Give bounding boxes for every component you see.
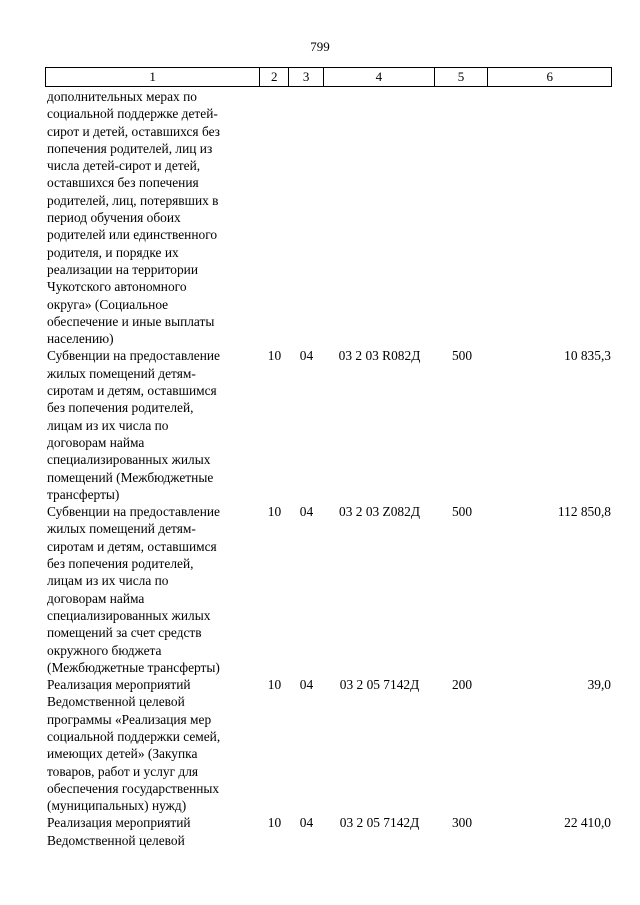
table-row — [45, 676, 612, 814]
description-line: помещений за счет средств — [47, 625, 202, 641]
row-expense-type: 300 — [451, 815, 473, 831]
description-line: жилых помещений детям- — [47, 365, 196, 381]
description-line: обеспечения государственных — [47, 780, 220, 796]
description-line: родителей или единственного — [47, 227, 218, 243]
description-line: социальной поддержки семей, — [47, 728, 221, 744]
header-col-5: 5 — [435, 68, 489, 86]
description-line: оставшихся без попечения — [47, 175, 199, 191]
table-header — [45, 67, 612, 87]
description-line: имеющих детей» (Закупка — [47, 746, 198, 762]
description-line: Ведомственной целевой — [47, 832, 185, 848]
description-line: жилых помещений детям- — [47, 521, 196, 537]
row-target-article: 03 2 03 R082Д — [338, 348, 421, 364]
header-col-3: 3 — [289, 68, 324, 86]
description-line: Реализация мероприятий — [47, 815, 191, 831]
row-amount: 10 835,3 — [564, 348, 611, 364]
description-line: Субвенции на предоставление — [47, 348, 221, 364]
description-line: без попечения родителей, — [47, 556, 194, 572]
description-line: (муниципальных) нужд) — [47, 798, 187, 814]
table-row — [45, 88, 612, 347]
description-line: попечения родителей, лиц из — [47, 140, 213, 156]
description-line: Реализация мероприятий — [47, 677, 191, 693]
header-col-1: 1 — [46, 68, 260, 86]
description-line: специализированных жилых — [47, 607, 211, 623]
row-description — [45, 347, 260, 503]
description-line: специализированных жилых — [47, 452, 211, 468]
description-line: числа детей-сирот и детей, — [47, 158, 201, 174]
description-line: обеспечение и иные выплаты — [47, 313, 215, 329]
description-line: Субвенции на предоставление — [47, 504, 221, 520]
description-line: родителей, лиц, потерявших в — [47, 192, 219, 208]
description-line: окружного бюджета — [47, 642, 162, 658]
row-description — [45, 814, 260, 849]
row-target-article: 03 2 05 7142Д — [339, 677, 420, 693]
row-target-article: 03 2 03 Z082Д — [339, 504, 420, 520]
description-line: населению) — [47, 331, 114, 347]
row-section: 10 — [267, 815, 282, 831]
description-line: помещений (Межбюджетные — [47, 469, 214, 485]
description-line: лицам из их числа по — [47, 417, 169, 433]
description-line: период обучения обоих — [47, 210, 181, 226]
description-line: трансферты) — [47, 486, 120, 502]
row-amount: 39,0 — [587, 677, 611, 693]
description-line: без попечения родителей, — [47, 400, 194, 416]
description-line: родителя, и порядке их — [47, 244, 179, 260]
description-line: дополнительных мерах по — [47, 89, 197, 104]
page-number: 799 — [310, 39, 330, 54]
table-row — [45, 347, 612, 503]
description-line: Ведомственной целевой — [47, 694, 185, 710]
row-description — [45, 676, 260, 814]
row-expense-type: 500 — [451, 504, 473, 520]
row-section: 10 — [267, 504, 282, 520]
row-amount: 22 410,0 — [564, 815, 611, 831]
table-row — [45, 814, 612, 849]
description-line: Чукотского автономного — [47, 279, 187, 295]
row-section: 10 — [267, 348, 282, 364]
description-line: сирот и детей, оставшихся без — [47, 123, 220, 139]
row-subsection: 04 — [299, 677, 314, 693]
table-body — [45, 88, 612, 849]
row-description — [45, 88, 260, 347]
row-subsection: 04 — [299, 504, 314, 520]
description-line: социальной поддержке детей- — [47, 106, 218, 122]
row-subsection: 04 — [299, 348, 314, 364]
description-line: реализации на территории — [47, 261, 198, 277]
row-amount: 112 850,8 — [557, 504, 611, 520]
description-line: округа» (Социальное — [47, 296, 169, 312]
description-line: сиротам и детям, оставшимся — [47, 538, 217, 554]
description-line: (Межбюджетные трансферты) — [47, 659, 220, 675]
row-target-article: 03 2 05 7142Д — [339, 815, 420, 831]
row-expense-type: 500 — [451, 348, 473, 364]
header-col-4: 4 — [324, 68, 435, 86]
description-line: договорам найма — [47, 590, 145, 606]
header-col-6: 6 — [546, 69, 553, 84]
header-col-2: 2 — [260, 68, 289, 86]
description-line: товаров, работ и услуг для — [47, 763, 199, 779]
row-expense-type: 200 — [451, 677, 473, 693]
description-line: сиротам и детям, оставшимся — [47, 383, 217, 399]
row-subsection: 04 — [299, 815, 314, 831]
description-line: программы «Реализация мер — [47, 711, 212, 727]
row-section: 10 — [267, 677, 282, 693]
table-row — [45, 503, 612, 676]
description-line: договорам найма — [47, 434, 145, 450]
row-description — [45, 503, 260, 676]
description-line: лицам из их числа по — [47, 573, 169, 589]
